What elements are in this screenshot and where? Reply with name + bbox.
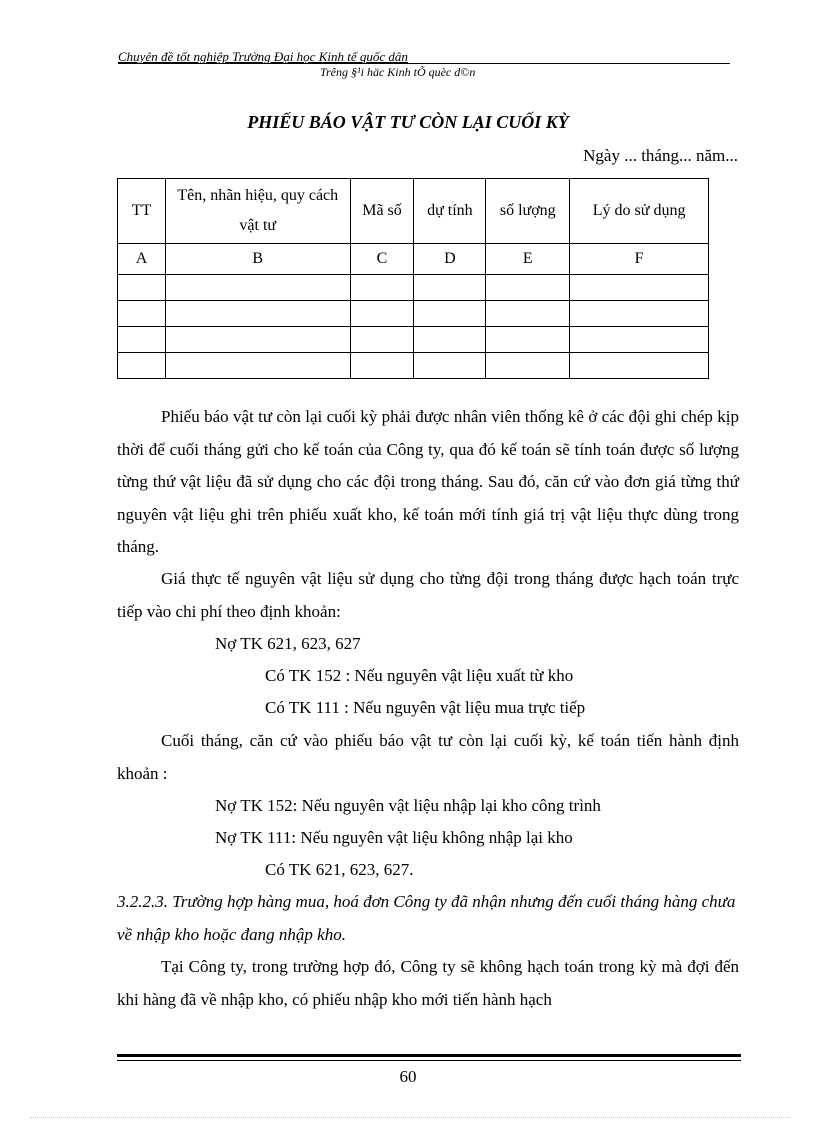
header-divider (118, 63, 730, 64)
form-title: PHIẾU BÁO VẬT TƯ CÒN LẠI CUỐI KỲ (247, 112, 569, 132)
entry-no-tk-621: Nợ TK 621, 623, 627 (215, 634, 361, 653)
paragraph-3: Cuối tháng, căn cứ vào phiếu báo vật tư còn lại cuối kỳ, kế toán tiến hành định khoản : (117, 731, 739, 783)
col-header: Tên, nhãn hiệu, quy cách vật tư (165, 179, 350, 244)
section-heading: 3.2.2.3. Trường hợp hàng mua, hoá đơn Công ty đã nhận nhưng đến cuối tháng hàng chưa về nhập kho hoặc đang nhập kho. (117, 892, 736, 944)
col-label: C (350, 244, 414, 275)
footer-divider-thick (117, 1054, 741, 1057)
paragraph-1: Phiếu báo vật tư còn lại cuối kỳ phải được nhân viên thống kê ở các đội ghi chép kịp thời để cuối tháng gửi cho kế toán của Công ty, qua đó kế toán sẽ tính toán được số lượng từng thứ vật liệu đã sử dụng cho các đội trong tháng. Sau đó, căn cứ vào đơn giá từng thứ nguyên vật liệu ghi trên phiếu xuất kho, kế toán mới tính giá trị vật liệu thực dùng trong tháng. (117, 407, 739, 556)
entry-co-tk-152: Có TK 152 : Nếu nguyên vật liệu xuất từ kho (265, 666, 574, 685)
paragraph-2: Giá thực tế nguyên vật liệu sử dụng cho từng đội trong tháng được hạch toán trực tiếp vào chi phí theo định khoản: (117, 569, 739, 621)
footer-divider-thin (117, 1060, 741, 1061)
col-label: B (165, 244, 350, 275)
col-label: D (414, 244, 486, 275)
col-label: E (486, 244, 570, 275)
table-row (118, 275, 709, 301)
col-header: Mã số (350, 179, 414, 244)
paragraph-4: Tại Công ty, trong trường hợp đó, Công ty sẽ không hạch toán trong kỳ mà đợi đến khi hàng đã về nhập kho, có phiếu nhập kho mới tiến hành hạch (117, 957, 739, 1009)
table-row (118, 327, 709, 353)
table-row (118, 353, 709, 379)
table-label-row (118, 244, 709, 275)
materials-table (117, 178, 709, 379)
col-label: A (118, 244, 166, 275)
entry-no-tk-152: Nợ TK 152: Nếu nguyên vật liệu nhập lại kho công trình (215, 796, 601, 815)
col-header: Lý do sử dụng (570, 179, 709, 244)
table-header-row (118, 179, 709, 244)
entry-co-tk-111: Có TK 111 : Nếu nguyên vật liệu mua trực tiếp (265, 698, 586, 717)
col-header: dự tính (414, 179, 486, 244)
col-label: F (570, 244, 709, 275)
page-number: 60 (399, 1067, 417, 1086)
page-edge (30, 1117, 790, 1118)
entry-co-tk-621: Có TK 621, 623, 627. (265, 860, 414, 879)
col-header: số lượng (486, 179, 570, 244)
header-line-2: Trêng §¹i häc Kinh tÕ quèc d©n (320, 65, 476, 79)
table-row (118, 301, 709, 327)
col-header: TT (118, 179, 166, 244)
entry-no-tk-111: Nợ TK 111: Nếu nguyên vật liệu không nhập lại kho (215, 828, 573, 847)
date-line: Ngày ... tháng... năm... (583, 146, 738, 165)
header-line-1: Chuyên đề tốt nghiệp Trường Đại học Kinh tế quốc dân (118, 49, 408, 64)
